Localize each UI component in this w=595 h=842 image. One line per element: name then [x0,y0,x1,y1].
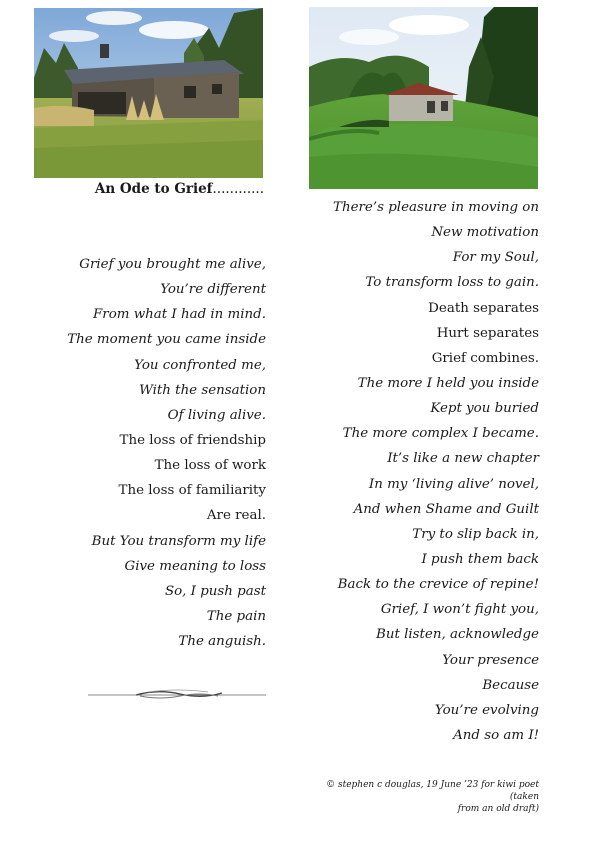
ornamental-divider [88,683,266,707]
poem-line: Grief combines. [431,350,539,366]
poem-line: With the sensation [139,382,266,398]
poem-column-left [40,252,266,654]
poem-line: The more complex I became. [342,426,539,442]
copyright-credit [300,779,539,815]
poem-line: And when Shame and Guilt [353,501,539,517]
poem-line: The anguish. [178,634,266,650]
poem-line: Hurt separates [436,325,539,341]
credit-line-2: from an old draft) [457,804,539,814]
poem-line: Back to the crevice of repine! [337,577,539,593]
poem-line: You’re evolving [434,702,539,718]
poem-line: Of living alive. [167,407,266,423]
poem-line: Grief you brought me alive, [79,257,266,272]
poem-line: Grief, I won’t fight you, [380,602,539,618]
poem-line: To transform loss to gain. [365,275,539,291]
poem-line: But listen, acknowledge [375,627,539,643]
poem-column-right [300,195,539,748]
poem-line: In my ‘living alive’ novel, [368,476,539,492]
poem-line: Are real. [206,508,266,524]
poem-line: Death separates [428,300,539,316]
poem-line: From what I had in mind. [93,307,266,323]
poem-line: Because [482,677,539,693]
poem-line: You confronted me, [134,357,266,373]
poem-line: It’s like a new chapter [387,451,539,467]
poem-line: The more I held you inside [357,375,539,391]
poem-title-dots: ............ [212,181,264,197]
poem-line: The loss of familiarity [118,483,266,499]
poem-line: There’s pleasure in moving on [333,200,539,215]
poem-line: For my Soul, [452,250,539,266]
shed-photo [34,8,263,178]
poem-line: The loss of friendship [119,432,266,448]
poem-line: The moment you came inside [67,332,266,348]
poem-title [34,181,264,197]
poem-title-text: An Ode to Grief [94,181,213,197]
poem-line: And so am I! [453,727,539,743]
poem-line: Try to slip back in, [412,526,539,542]
poem-line: Your presence [442,652,539,668]
poem-line: You’re different [160,282,266,298]
hut-photo [309,7,538,189]
poem-line: The loss of work [154,458,266,474]
poem-line: New motivation [431,225,539,241]
poem-line: Kept you buried [430,401,539,417]
credit-line-1: © stephen c douglas, 19 June ’23 for kiwi poet (taken [326,780,539,802]
poem-line: Give meaning to loss [124,558,266,574]
poem-line: I push them back [421,551,539,567]
poem-line: So, I push past [164,583,266,599]
poem-line: But You transform my life [91,533,266,549]
poem-line: The pain [206,608,266,624]
